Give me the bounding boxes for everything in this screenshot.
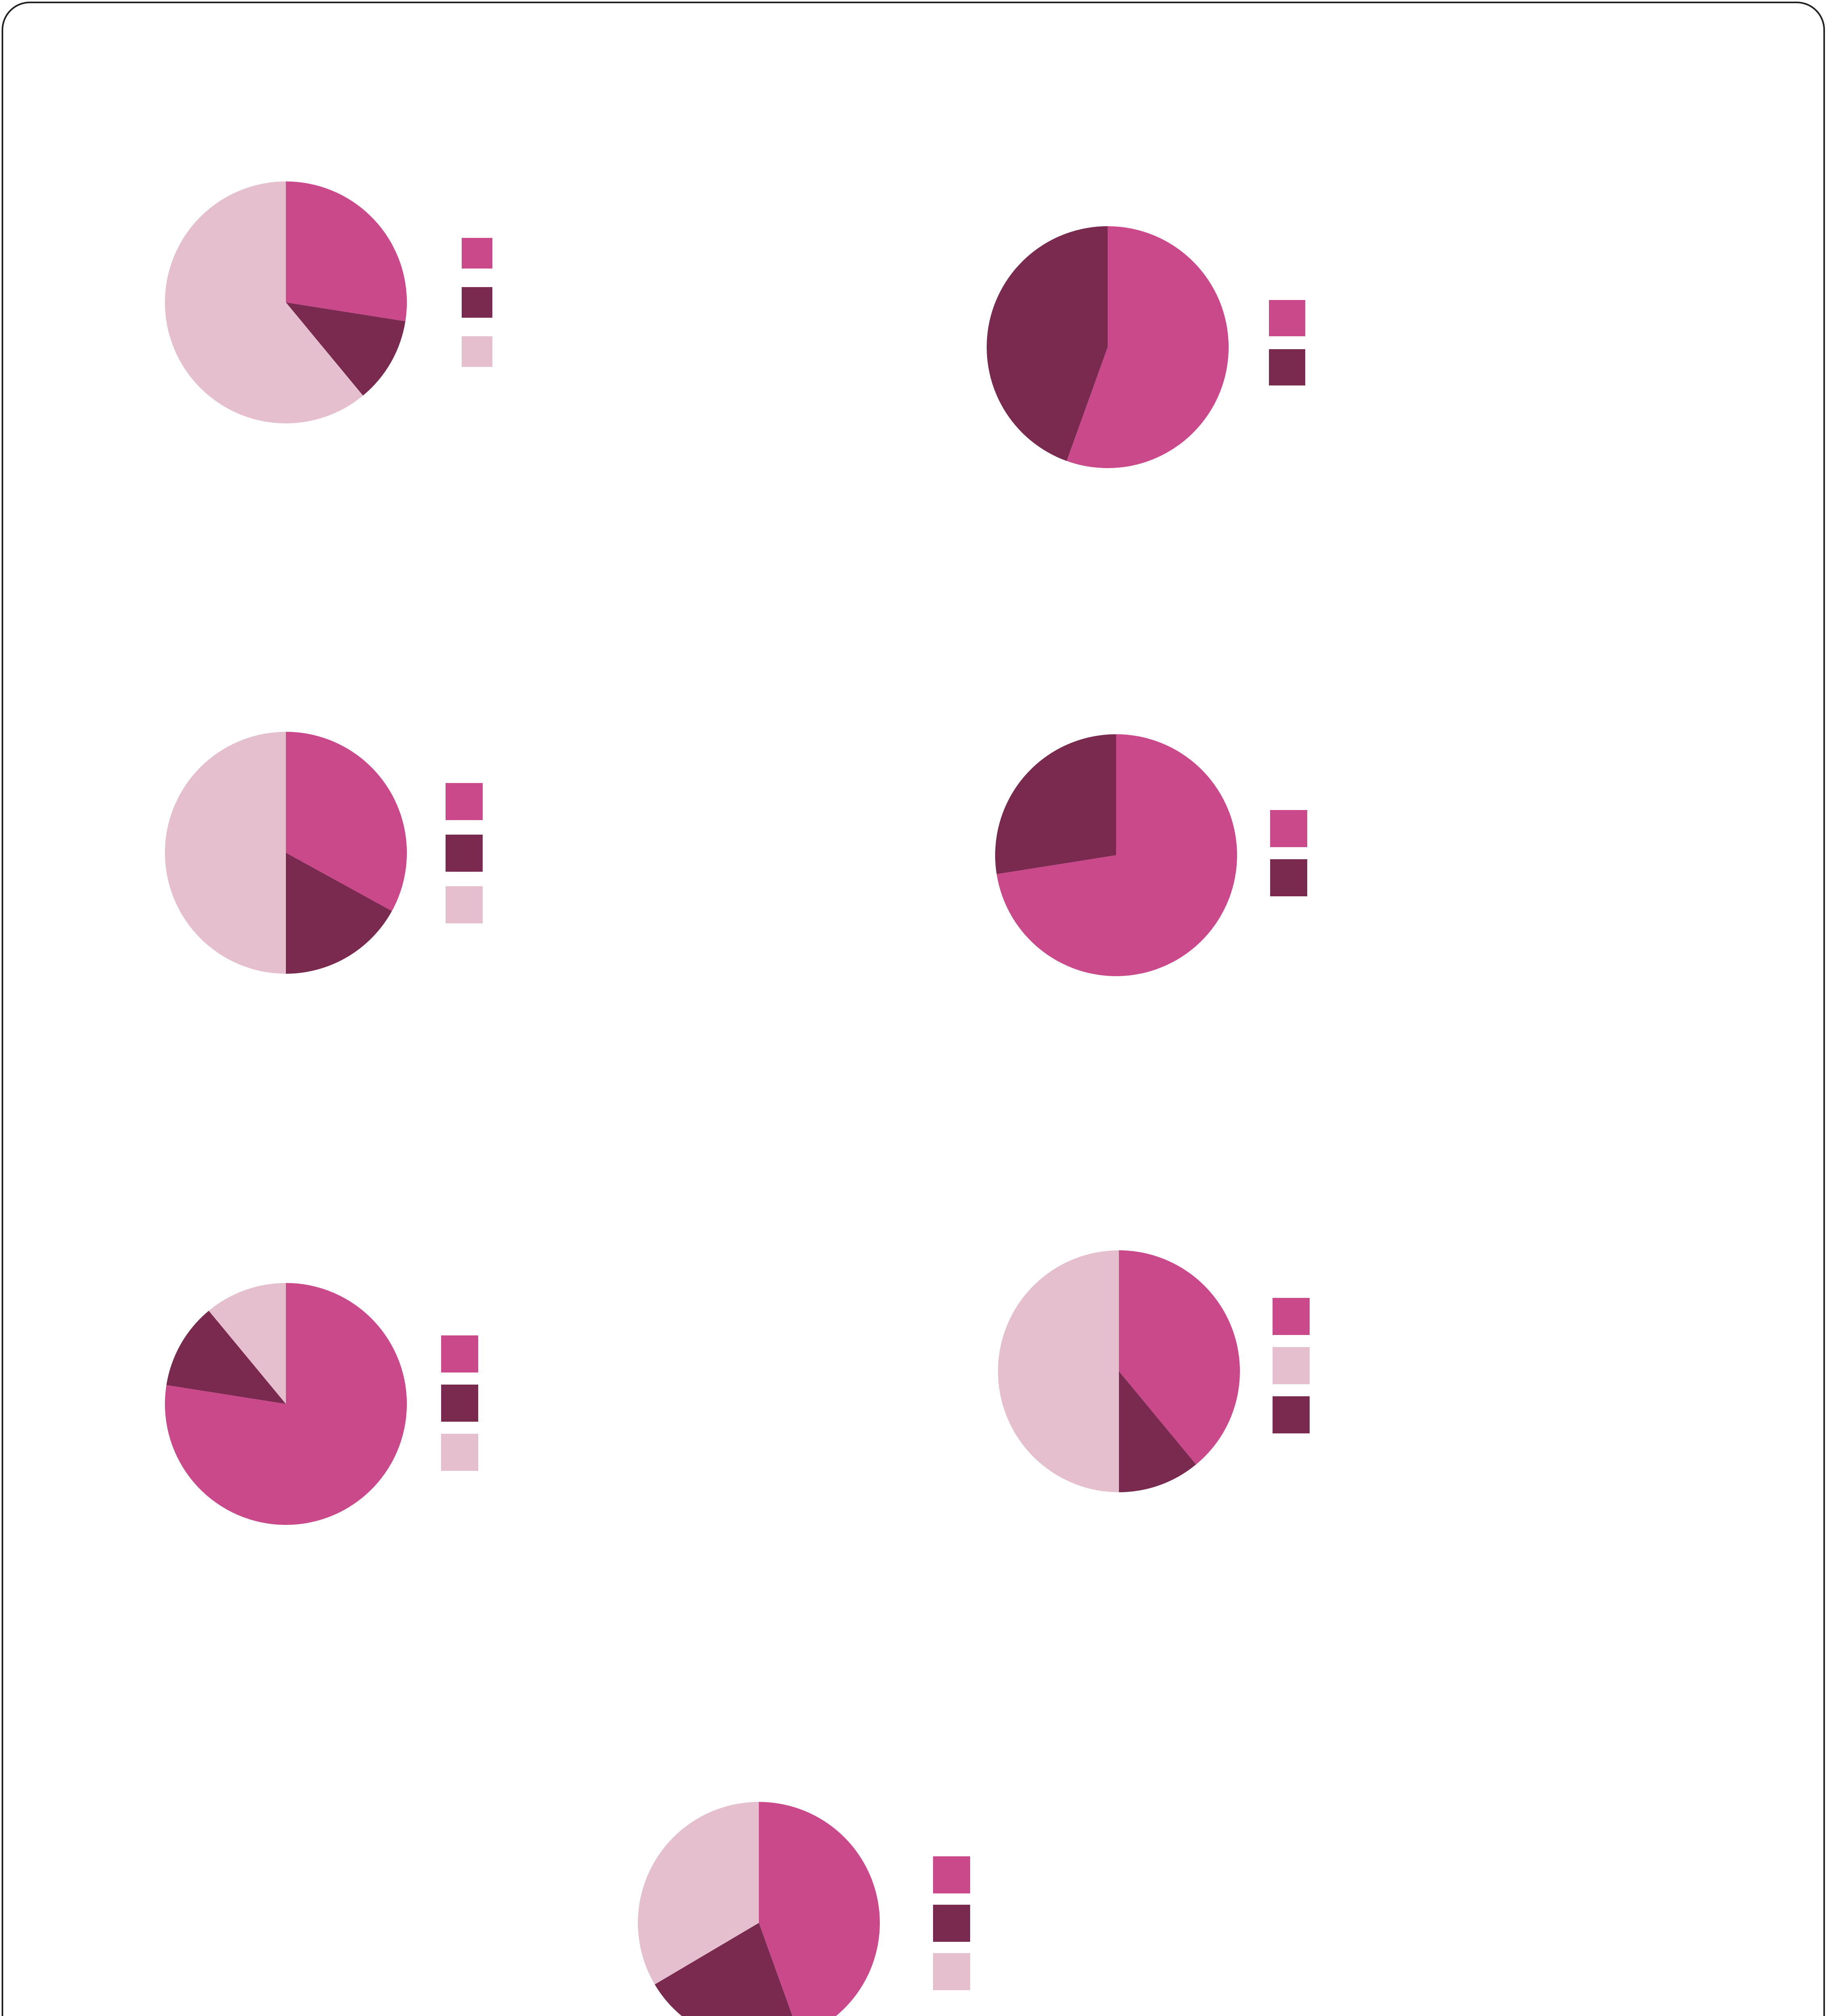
pie-chart-5 <box>165 1283 478 1525</box>
pie-3-legend-swatch-3 <box>446 886 483 923</box>
pie-5-legend-swatch-3 <box>441 1434 478 1471</box>
pie-6-legend-swatch-2 <box>1273 1347 1310 1384</box>
pie-chart-7 <box>638 1802 970 2016</box>
pie-7-legend-swatch-2 <box>933 1905 970 1942</box>
pie-3-legend-swatch-2 <box>446 835 483 872</box>
pie-1-slice-1 <box>286 181 407 321</box>
pie-6-legend-swatch-1 <box>1273 1298 1310 1335</box>
pie-6-slice-3 <box>998 1250 1119 1492</box>
pie-7-legend-swatch-1 <box>933 1856 970 1893</box>
pie-chart-4 <box>995 734 1307 976</box>
pie-4-legend-swatch-1 <box>1270 810 1307 847</box>
pie-5-legend-swatch-2 <box>441 1385 478 1422</box>
pie-chart-2 <box>987 226 1305 468</box>
pie-4-legend-swatch-2 <box>1270 859 1307 896</box>
pie-5-legend-swatch-1 <box>441 1335 478 1372</box>
pie-2-legend-swatch-2 <box>1269 349 1305 385</box>
pie-2-legend-swatch-1 <box>1269 300 1305 336</box>
pie-1-legend-swatch-2 <box>462 287 492 318</box>
pie-1-legend-swatch-1 <box>462 238 492 269</box>
pie-4-slice-2 <box>995 734 1116 874</box>
pie-3-legend-swatch-1 <box>446 783 483 820</box>
pie-6-legend-swatch-3 <box>1273 1396 1310 1433</box>
pie-chart-6 <box>998 1250 1310 1492</box>
pie-chart-3 <box>165 732 483 974</box>
pie-chart-1 <box>165 181 492 423</box>
pie-1-legend-swatch-3 <box>462 336 492 367</box>
pie-7-legend-swatch-3 <box>933 1953 970 1990</box>
pie-3-slice-3 <box>165 732 286 974</box>
